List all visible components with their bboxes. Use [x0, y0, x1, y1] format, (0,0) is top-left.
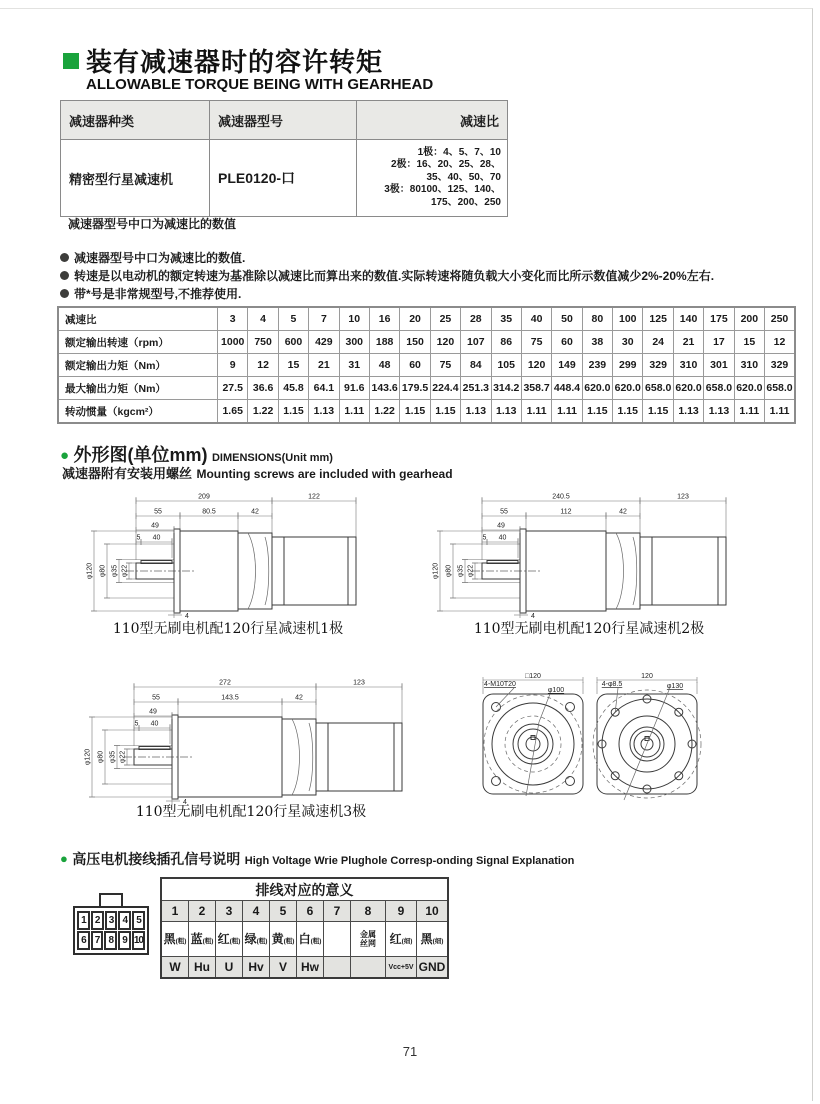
data-cell: 175 — [704, 307, 734, 331]
dim-label-dia-35: φ35 — [109, 750, 117, 764]
dim-label-key-5: 5 — [136, 534, 141, 542]
data-cell: 301 — [704, 354, 734, 377]
ratio-line: 35、40、50、70 — [426, 171, 501, 183]
data-cell: 80 — [582, 307, 612, 331]
data-cell: 20 — [400, 307, 430, 331]
dim-label-section-1: 55 — [152, 694, 160, 702]
wiring-signal-table — [160, 877, 449, 979]
table-row — [58, 377, 795, 400]
data-cell: 28 — [461, 307, 491, 331]
connector-pin: 2 — [91, 911, 104, 930]
connector-pin: 6 — [77, 931, 90, 950]
data-cell: 86 — [491, 331, 521, 354]
data-cell: 21 — [309, 354, 339, 377]
table-row — [61, 140, 508, 217]
data-cell: 1.13 — [673, 400, 703, 424]
dimensions-title: 外形图(单位mm) — [73, 445, 208, 465]
data-cell: 75 — [430, 354, 460, 377]
data-cell: 21 — [673, 331, 703, 354]
connector-pin: 9 — [118, 931, 131, 950]
data-cell: 1.15 — [278, 400, 308, 424]
pin-number: 5 — [270, 901, 297, 922]
torque-data-table — [57, 306, 796, 424]
data-cell: 329 — [765, 354, 795, 377]
connector-pin: 1 — [77, 911, 90, 930]
wire-color: 红(细) — [386, 922, 417, 957]
wire-color: 白(粗) — [297, 922, 324, 957]
drawing-flange-front-view-2 — [572, 672, 722, 812]
connector-pin: 5 — [132, 911, 145, 930]
data-cell: 50 — [552, 307, 582, 331]
row-label: 最大输出力矩（Nm） — [58, 377, 218, 400]
data-cell: 36.6 — [248, 377, 278, 400]
data-cell: 3 — [218, 307, 248, 331]
data-cell: 310 — [734, 354, 764, 377]
dim-label-section-2: 143.5 — [221, 694, 239, 702]
data-cell: 251.3 — [461, 377, 491, 400]
data-cell: 27.5 — [218, 377, 248, 400]
data-cell: 1.22 — [248, 400, 278, 424]
data-cell: 1.13 — [704, 400, 734, 424]
data-cell: 16 — [369, 307, 399, 331]
ratio-line: 2极：16、20、25、28、 — [390, 159, 501, 171]
connector-pin: 4 — [118, 911, 131, 930]
row-label: 转动惯量（kgcm²） — [58, 400, 218, 424]
dim-label-dia-120: φ120 — [432, 562, 440, 580]
data-cell: 658.0 — [643, 377, 673, 400]
dim-label-dia-22: φ22 — [119, 750, 127, 764]
data-cell: 620.0 — [613, 377, 643, 400]
signal-name: U — [216, 957, 243, 979]
notes-list — [60, 249, 714, 303]
ratio-line: 175、200、250 — [430, 196, 501, 208]
signal-name: Vcc+5V — [386, 957, 417, 979]
data-cell: 4 — [248, 307, 278, 331]
data-cell: 358.7 — [521, 377, 551, 400]
dim-label-section-1: 55 — [154, 508, 162, 516]
dimensions-subtitle: 减速器附有安装用螺丝 Mounting screws are included with gearhead — [62, 466, 453, 481]
data-cell: 25 — [430, 307, 460, 331]
table-row — [58, 400, 795, 424]
row-label: 额定输出转速（rpm） — [58, 331, 218, 354]
data-cell: 1.11 — [521, 400, 551, 424]
data-cell: 143.6 — [369, 377, 399, 400]
data-cell: 1.11 — [765, 400, 795, 424]
data-cell: 658.0 — [704, 377, 734, 400]
note-item: 减速器型号中口为减速比的数值. — [60, 249, 714, 267]
page-title-en: ALLOWABLE TORQUE BEING WITH GEARHEAD — [86, 76, 434, 93]
wiring-title: 高压电机接线插孔信号说明 — [72, 851, 241, 867]
data-cell: 149 — [552, 354, 582, 377]
data-cell: 35 — [491, 307, 521, 331]
signal-name — [351, 957, 386, 979]
data-cell: 1.13 — [461, 400, 491, 424]
data-cell: 429 — [309, 331, 339, 354]
wire-color: 蓝(粗) — [189, 922, 216, 957]
dim-label-key-5: 5 — [482, 534, 487, 542]
connector-pin: 3 — [105, 911, 118, 930]
dim-label-section-2: 112 — [560, 508, 572, 516]
bullet-icon — [60, 253, 69, 262]
data-cell: 179.5 — [400, 377, 430, 400]
dim-label-plate-4: 4 — [531, 613, 535, 620]
data-cell: 24 — [643, 331, 673, 354]
bullet-icon — [60, 271, 69, 280]
data-cell: 15 — [278, 354, 308, 377]
dim-label-dia-22: φ22 — [121, 564, 129, 578]
data-cell: 1000 — [218, 331, 248, 354]
dim-label-flange-size: 120 — [641, 673, 653, 680]
data-cell: 100 — [613, 307, 643, 331]
table-row — [58, 331, 795, 354]
col-header-type: 减速器种类 — [61, 101, 210, 140]
data-cell: 15 — [734, 331, 764, 354]
dim-label-key-40: 40 — [498, 534, 507, 542]
signal-name: W — [161, 957, 189, 979]
data-cell: 620.0 — [673, 377, 703, 400]
data-cell: 314.2 — [491, 377, 521, 400]
page-number: 71 — [402, 1044, 418, 1059]
data-cell: 1.13 — [309, 400, 339, 424]
wiring-section-header — [60, 849, 574, 869]
dim-label-dia-22: φ22 — [467, 564, 475, 578]
dim-label-key-5: 5 — [134, 720, 139, 728]
data-cell: 658.0 — [765, 377, 795, 400]
wire-color — [324, 922, 351, 957]
pin-number: 1 — [161, 901, 189, 922]
signal-name: Hv — [243, 957, 270, 979]
data-cell: 1.13 — [491, 400, 521, 424]
pin-number: 7 — [324, 901, 351, 922]
data-cell: 31 — [339, 354, 369, 377]
note-item: 带*号是非常规型号,不推荐使用. — [60, 285, 714, 303]
dim-label-mount-holes: 4-M10T20 — [484, 681, 516, 688]
data-cell: 12 — [248, 354, 278, 377]
gearhead-type: 精密型行星减速机 — [61, 140, 210, 217]
data-cell: 75 — [521, 331, 551, 354]
data-cell: 310 — [673, 354, 703, 377]
dim-label-section-2: 80.5 — [202, 508, 216, 516]
note-item: 转速是以电动机的额定转速为基准除以减速比而算出来的数值.实际转速将随负载大小变化而比所示数值减少2%-20%左右. — [60, 267, 714, 285]
bullet-icon — [60, 289, 69, 298]
gearhead-ratios — [357, 140, 508, 217]
data-cell: 1.11 — [734, 400, 764, 424]
data-cell: 750 — [248, 331, 278, 354]
data-cell: 1.11 — [552, 400, 582, 424]
dimensions-title-en: DIMENSIONS(Unit mm) — [211, 452, 333, 464]
dim-label-motor-length: 123 — [677, 493, 689, 501]
dim-label-total-length: 272 — [219, 679, 231, 687]
data-cell: 12 — [765, 331, 795, 354]
pin-number: 6 — [297, 901, 324, 922]
wire-color: 绿(粗) — [243, 922, 270, 957]
pin-number: 2 — [189, 901, 216, 922]
data-cell: 40 — [521, 307, 551, 331]
data-cell: 64.1 — [309, 377, 339, 400]
dim-label-section-3: 42 — [251, 508, 259, 516]
dim-label-motor-length: 123 — [353, 679, 365, 687]
data-cell: 91.6 — [339, 377, 369, 400]
signal-name: Hw — [297, 957, 324, 979]
wire-color: 黄(粗) — [270, 922, 297, 957]
drawing-2pole-side-view — [424, 489, 736, 628]
gearhead-model: PLE0120-口 — [210, 140, 357, 217]
dim-label-flange-size: □120 — [525, 673, 541, 680]
data-cell: 38 — [582, 331, 612, 354]
data-cell: 1.11 — [339, 400, 369, 424]
connector-pin: 10 — [132, 931, 145, 950]
dim-label-section-1: 55 — [500, 508, 508, 516]
data-cell: 1.22 — [369, 400, 399, 424]
data-cell: 105 — [491, 354, 521, 377]
table-row — [58, 354, 795, 377]
signal-name: V — [270, 957, 297, 979]
data-cell: 9 — [218, 354, 248, 377]
dim-label-total-length: 240.5 — [552, 493, 570, 501]
table-footnote: 减速器型号中口为减速比的数值 — [68, 217, 237, 231]
data-cell: 17 — [704, 331, 734, 354]
data-cell: 1.15 — [582, 400, 612, 424]
green-square-icon — [63, 53, 79, 69]
signal-name: GND — [417, 957, 449, 979]
data-cell: 125 — [643, 307, 673, 331]
data-cell: 5 — [278, 307, 308, 331]
drawing-1pole-side-view — [78, 489, 366, 628]
ratio-line: 1极：4、5、7、10 — [417, 146, 501, 158]
pin-number: 10 — [417, 901, 449, 922]
dim-label-plate-4: 4 — [185, 613, 189, 620]
pin-number: 3 — [216, 901, 243, 922]
data-cell: 45.8 — [278, 377, 308, 400]
green-bullet-icon: ● — [60, 851, 68, 866]
dim-label-dia-35: φ35 — [111, 564, 119, 578]
dim-label-key-40: 40 — [152, 534, 161, 542]
signal-name — [324, 957, 351, 979]
data-cell: 600 — [278, 331, 308, 354]
data-cell: 1.65 — [218, 400, 248, 424]
data-cell: 300 — [339, 331, 369, 354]
connector-pin: 7 — [91, 931, 104, 950]
wire-color: 黑(细) — [417, 922, 449, 957]
ratio-line: 3极：80100、125、140、 — [384, 184, 501, 196]
row-label: 减速比 — [58, 307, 218, 331]
connector-pin: 8 — [104, 931, 117, 950]
wire-color: 黑(粗) — [161, 922, 189, 957]
data-cell: 7 — [309, 307, 339, 331]
connector-plug-graphic — [73, 893, 149, 955]
wiring-title-en: High Voltage Wrie Plughole Corresp-onding Signal Explanation — [244, 855, 575, 867]
drawing-caption-1: 110型无刷电机配120行星减速机1极 — [112, 621, 344, 637]
data-cell: 150 — [400, 331, 430, 354]
data-cell: 620.0 — [734, 377, 764, 400]
data-cell: 620.0 — [582, 377, 612, 400]
col-header-model: 减速器型号 — [210, 101, 357, 140]
wire-color: 红(粗) — [216, 922, 243, 957]
dim-label-shaft-49: 49 — [149, 708, 157, 716]
data-cell: 1.15 — [400, 400, 430, 424]
table-row — [58, 307, 795, 331]
data-cell: 448.4 — [552, 377, 582, 400]
pin-number: 8 — [351, 901, 386, 922]
connector-latch — [99, 893, 123, 906]
dim-label-plate-4: 4 — [183, 799, 187, 806]
wire-color: 金属 丝网 — [351, 922, 386, 957]
dim-label-dia-120: φ120 — [84, 748, 92, 766]
wiring-table-title: 排线对应的意义 — [161, 878, 448, 901]
green-bullet-icon: ● — [60, 447, 70, 464]
data-cell: 200 — [734, 307, 764, 331]
signal-name: Hu — [189, 957, 216, 979]
dim-label-dia-80: φ80 — [99, 564, 107, 578]
data-cell: 30 — [613, 331, 643, 354]
dim-label-dia-120: φ120 — [86, 562, 94, 580]
data-cell: 1.15 — [643, 400, 673, 424]
dim-label-section-3: 42 — [295, 694, 303, 702]
data-cell: 299 — [613, 354, 643, 377]
data-cell: 60 — [552, 331, 582, 354]
drawing-caption-2: 110型无刷电机配120行星减速机2极 — [473, 621, 705, 637]
pin-number: 4 — [243, 901, 270, 922]
drawing-caption-3: 110型无刷电机配120行星减速机3极 — [135, 804, 367, 820]
dim-label-dia-80: φ80 — [97, 750, 105, 764]
gearhead-model-table — [60, 100, 508, 217]
data-cell: 10 — [339, 307, 369, 331]
drawing-3pole-side-view — [76, 675, 412, 814]
data-cell: 188 — [369, 331, 399, 354]
dim-label-mount-holes: 4-φ8.5 — [601, 681, 623, 688]
row-label: 额定输出力矩（Nm） — [58, 354, 218, 377]
data-cell: 1.15 — [613, 400, 643, 424]
dim-label-section-3: 42 — [619, 508, 627, 516]
data-cell: 84 — [461, 354, 491, 377]
col-header-ratio: 减速比 — [357, 101, 508, 140]
data-cell: 239 — [582, 354, 612, 377]
dim-label-motor-length: 122 — [308, 493, 320, 501]
dim-label-key-40: 40 — [150, 720, 159, 728]
dim-label-dia-80: φ80 — [445, 564, 453, 578]
dim-label-shaft-49: 49 — [497, 522, 505, 530]
data-cell: 329 — [643, 354, 673, 377]
data-cell: 107 — [461, 331, 491, 354]
data-cell: 140 — [673, 307, 703, 331]
data-cell: 60 — [400, 354, 430, 377]
page-title: 装有减速器时的容许转矩 — [86, 47, 384, 77]
dim-label-shaft-49: 49 — [151, 522, 159, 530]
dim-label-outer-dia: φ130 — [666, 683, 684, 690]
data-cell: 224.4 — [430, 377, 460, 400]
dim-label-total-length: 209 — [198, 493, 210, 501]
data-cell: 120 — [521, 354, 551, 377]
dim-label-dia-35: φ35 — [457, 564, 465, 578]
data-cell: 250 — [765, 307, 795, 331]
data-cell: 120 — [430, 331, 460, 354]
pin-number: 9 — [386, 901, 417, 922]
data-cell: 48 — [369, 354, 399, 377]
data-cell: 1.15 — [430, 400, 460, 424]
dim-label-pilot-dia: φ100 — [547, 687, 565, 694]
